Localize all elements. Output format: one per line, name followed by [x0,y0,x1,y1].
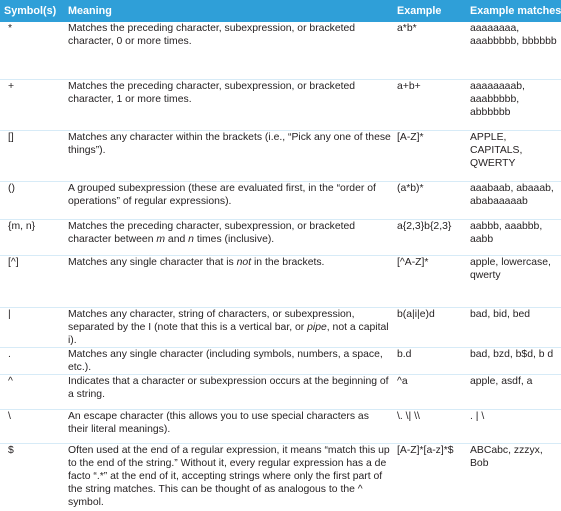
example-cell: a{2,3}b{2,3} [397,220,452,232]
symbol-cell: | [8,308,11,320]
matches-cell: aaabaab, abaaab, ababaaaaab [470,182,554,207]
meaning-pipe-glyph: I [148,321,152,333]
meaning-pipe-italic: pipe [307,321,327,333]
meaning-cell: Matches any character within the brackets (i.e., “Pick any one of these things”). [68,131,391,156]
table-row [0,347,561,374]
example-cell: ^a [397,375,408,387]
table-row [0,219,561,255]
matches-cell: aabbb, aaabbb, aabb [470,220,543,245]
table-row [0,79,561,130]
symbol-cell: () [8,182,15,194]
meaning-cell: Matches any character, string of characters, or subexpression, separated by the I (note that this is a vertical bar, or pipe, not a capital i). [68,308,389,346]
example-cell: a+b+ [397,80,421,92]
matches-cell: bad, bzd, b$d, b d [470,348,554,360]
symbol-cell: $ [8,444,14,456]
meaning-cell: A grouped subexpression (these are evaluated first, in the “order of operations” of regular expressions). [68,182,376,207]
table-row [0,255,561,307]
header-symbols: Symbol(s) [0,0,64,22]
example-cell: a*b* [397,23,417,34]
meaning-cell: Matches the preceding character, subexpression, or bracketed character, 0 or more times. [68,23,356,47]
matches-cell: aaaaaaaa, aaabbbbb, bbbbbb [470,23,557,47]
meaning-cell: Matches any single character (including symbols, numbers, a space, etc.). [68,348,383,373]
symbol-cell: {m, n} [8,220,36,232]
meaning-cell: Often used at the end of a regular expression, it means “match this up to the end of the string.” Without it, every regular expression has a de facto “.*” at the end of it, accepting strings where only the first part of the string matches. This can be thought of as analogous to the ^ symbol. [68,444,390,508]
symbol-cell: [] [8,131,14,143]
header-example: Example [393,0,466,22]
table-row [0,22,561,79]
meaning-n-italic: n [188,233,194,245]
meaning-cell: An escape character (this allows you to use special characters as their literal meanings). [68,410,369,435]
header-example-matches: Example matches [466,0,561,22]
meaning-cell: Indicates that a character or subexpression occurs at the beginning of a string. [68,375,389,400]
matches-cell: apple, asdf, a [470,375,533,387]
example-cell: [A-Z]*[a-z]*$ [397,444,454,456]
meaning-cell: Matches the preceding character, subexpression, or bracketed character, 1 or more times. [68,80,356,105]
meaning-m-italic: m [156,233,166,245]
symbol-cell: * [8,23,13,34]
symbol-cell: + [8,80,15,92]
matches-cell: aaaaaaaab, aaabbbbb, abbbbbb [470,80,525,118]
matches-cell: APPLE, CAPITALS, QWERTY [470,131,523,169]
example-cell: b.d [397,348,412,360]
matches-cell: bad, bid, bed [470,308,531,320]
meaning-not-italic: not [236,256,252,268]
example-cell: (a*b)* [397,182,424,194]
symbol-cell: ^ [8,375,13,387]
matches-cell: apple, lowercase, qwerty [470,256,551,281]
meaning-cell: Matches any single character that is not in the brackets. [68,256,325,268]
symbol-cell: . [8,348,11,360]
symbol-cell: \ [8,410,11,422]
matches-cell: ABCabc, zzzyx, Bob [470,444,543,469]
header-row [0,0,561,22]
symbol-cell: [^] [8,256,19,268]
example-cell: \. \| \\ [397,410,420,422]
table-row [0,409,561,443]
table-row [0,130,561,181]
example-cell: [^A-Z]* [397,256,429,268]
table-row [0,307,561,347]
example-cell: [A-Z]* [397,131,424,143]
header-meaning: Meaning [64,0,393,22]
table-row [0,443,561,509]
meaning-cell: Matches the preceding character, subexpression, or bracketed character between m and n times (inclusive). [68,220,356,245]
matches-cell: . | \ [470,410,485,422]
table-row [0,374,561,409]
table-row [0,181,561,219]
example-cell: b(a|i|e)d [397,308,435,320]
